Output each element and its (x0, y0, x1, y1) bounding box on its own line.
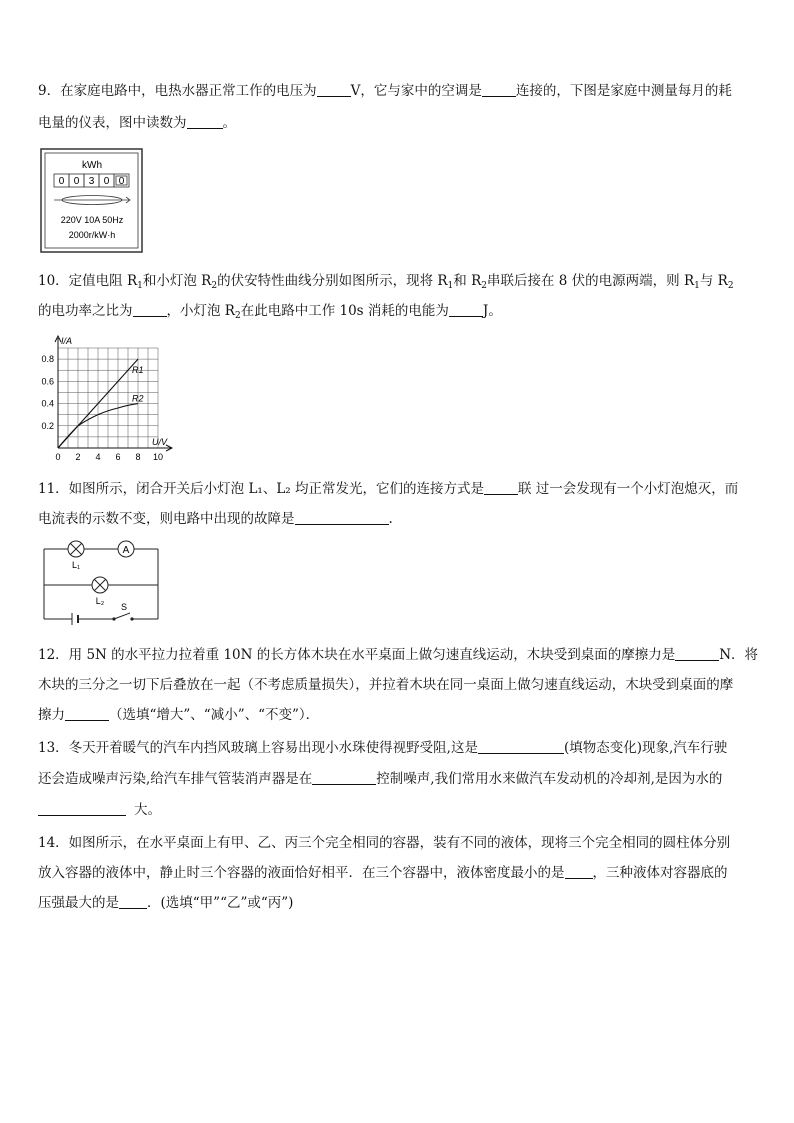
meter-spec-constant: 2000r/kW·h (68, 230, 116, 240)
q9-line1 (38, 82, 758, 100)
q10-line1 (38, 272, 758, 295)
energy-meter-figure (40, 148, 144, 254)
x-tick-label: 10 (152, 452, 164, 462)
q10-sub: 1 (694, 281, 700, 291)
lamp-l1-icon (68, 541, 84, 557)
q13-text-d: 控制噪声,我们常用水来做汽车发动机的冷却剂,是因为水的 (376, 771, 723, 787)
lamp-l2-icon (92, 577, 108, 593)
q11-line2 (38, 510, 758, 528)
q11-text-a: 11．如图所示，闭合开关后小灯泡 L₁、L₂ 均正常发光，它们的连接方式是 (38, 481, 485, 497)
q13-blank-property[interactable] (38, 801, 126, 816)
q11-text-d: . (388, 511, 393, 527)
series-label-R2: R2 (132, 393, 144, 404)
q13-line1 (38, 739, 758, 757)
meter-digit-1: 0 (58, 176, 65, 187)
q14-text-a: 放入容器的液体中，静止时三个容器的液面恰好相平．在三个容器中，液体密度最小的是 (38, 865, 565, 881)
meter-digit-2: 0 (73, 176, 80, 187)
lamp-l2-label: L₂ (95, 596, 105, 606)
q11-line1 (38, 480, 758, 498)
iv-chart (36, 332, 196, 468)
q9-text-e: 。 (222, 115, 236, 131)
q13-line2 (38, 770, 758, 788)
q10-text-i: 在此电路中工作 10s 消耗的电能为 (240, 303, 449, 319)
q12-line3 (38, 706, 758, 724)
y-tick-label: 0.6 (41, 376, 54, 387)
q9-blank-connection[interactable] (482, 82, 516, 97)
q9-text-c: 连接的，下图是家庭中测量每月的耗 (515, 83, 732, 99)
q10-sub: 2 (727, 281, 734, 291)
q11-text-b: 联 过一会发现有一个小灯泡熄灭，而 (518, 481, 739, 497)
q10-text-c: 的伏安特性曲线分别如图所示，现将 R (217, 273, 448, 289)
q14-blank-max-pressure[interactable] (119, 894, 147, 909)
q10-text-d: 和 R (453, 273, 482, 289)
q13-blank-noise-control[interactable] (312, 770, 376, 785)
q10-text-a: 10．定值电阻 R (38, 273, 138, 289)
q13-text-a: 13．冬天开着暖气的汽车内挡风玻璃上容易出现小水珠使得视野受阻,这是 (38, 740, 478, 756)
meter-spec-rating: 220V 10A 50Hz (60, 215, 124, 225)
q12-line2: 木块的三分之一切下后叠放在一起（不考虑质量损失），并拉着木块在同一桌面上做匀速直线运动，木块受到桌面的摩 (38, 677, 734, 693)
y-tick-label: 0.8 (41, 354, 54, 365)
meter-unit: kWh (82, 160, 102, 171)
q10-line2 (38, 302, 758, 325)
q10-sub: 2 (211, 281, 218, 291)
x-tick-label: 6 (115, 452, 121, 462)
x-tick-label: 2 (75, 452, 81, 462)
q9-text-b: V，它与家中的空调是 (350, 83, 482, 99)
q9-line2 (38, 114, 758, 132)
q10-sub: 2 (234, 311, 241, 321)
q13-line3 (38, 801, 758, 819)
q13-text-e: 大。 (134, 802, 161, 818)
q14-line2 (38, 864, 758, 882)
q14-text-d: ．(选填“甲”“乙”或“丙”) (147, 895, 294, 911)
lamp-l1-label: L₁ (71, 560, 81, 570)
circuit-diagram (38, 535, 168, 630)
q10-text-h: ，小灯泡 R (166, 303, 235, 319)
switch-pivot-icon (112, 617, 115, 620)
series-label-R1: R1 (132, 365, 144, 376)
x-axis-label: U/V (152, 437, 168, 447)
ammeter-icon (118, 541, 134, 557)
q10-text-e: 串联后接在 8 伏的电源两端，则 R (486, 273, 695, 289)
switch-contact-icon (130, 617, 133, 620)
q10-sub: 2 (481, 281, 487, 291)
q10-text-f: 与 R (699, 273, 728, 289)
q13-blank-phase-change[interactable] (478, 739, 564, 754)
q10-sub: 1 (447, 281, 454, 291)
meter-digit-3: 3 (88, 176, 95, 187)
q14-line3 (38, 894, 758, 912)
q11-text-c: 电流表的示数不变，则电路中出现的故障是 (38, 511, 295, 527)
q12-text-b: N．将 (719, 647, 759, 663)
meter-digit-5: 0 (118, 176, 125, 187)
y-axis-label: I/A (61, 336, 73, 346)
x-tick-label: 4 (95, 452, 101, 462)
ammeter-label: A (122, 545, 130, 556)
q10-sub: 1 (137, 281, 143, 291)
q13-text-c: 还会造成噪声污染,给汽车排气管装消声器是在 (38, 771, 313, 787)
q12-line1 (38, 646, 758, 664)
q11-blank-fault[interactable] (295, 510, 389, 525)
q10-blank-power-ratio[interactable] (133, 302, 167, 317)
q12-text-c: 擦力 (38, 707, 65, 723)
q14-text-c: 压强最大的是 (38, 895, 119, 911)
y-tick-label: 0.2 (41, 420, 54, 431)
q14-text-b: ，三种液体对容器底的 (592, 865, 728, 881)
q14-blank-least-density[interactable] (565, 864, 593, 879)
x-tick-label: 0 (55, 452, 61, 462)
q12-text-d: （选填“增大”、“减小”、“不变”）． (109, 707, 320, 723)
q10-text-g: 的电功率之比为 (38, 303, 133, 319)
q9-text-d: 电量的仪表，图中读数为 (38, 115, 187, 131)
q14-line1: 14．如图所示，在水平桌面上有甲、乙、丙三个完全相同的容器，装有不同的液体，现将三个完全相同的圆柱体分别 (38, 835, 731, 851)
q12-text-a: 12．用 5N 的水平拉力拉着重 10N 的长方体木块在水平桌面上做匀速直线运动，木块受到桌面的摩擦力是 (38, 647, 676, 663)
q12-blank-friction[interactable] (675, 646, 719, 661)
switch-label: S (120, 602, 128, 612)
q9-blank-voltage[interactable] (317, 82, 351, 97)
q9-blank-reading[interactable] (187, 114, 223, 129)
q9-text-a: 9．在家庭电路中，电热水器正常工作的电压为 (38, 83, 317, 99)
q10-text-j: J。 (482, 303, 502, 319)
q10-text-b: 和小灯泡 R (142, 273, 212, 289)
q13-text-b: (填物态变化)现象,汽车行驶 (563, 740, 728, 756)
battery-icon (72, 613, 78, 625)
q10-blank-energy[interactable] (449, 302, 483, 317)
x-tick-label: 8 (135, 452, 141, 462)
q12-blank-change[interactable] (65, 706, 109, 721)
y-tick-label: 0.4 (41, 398, 54, 409)
meter-digit-4: 0 (103, 176, 110, 187)
q11-blank-connection[interactable] (484, 480, 518, 495)
